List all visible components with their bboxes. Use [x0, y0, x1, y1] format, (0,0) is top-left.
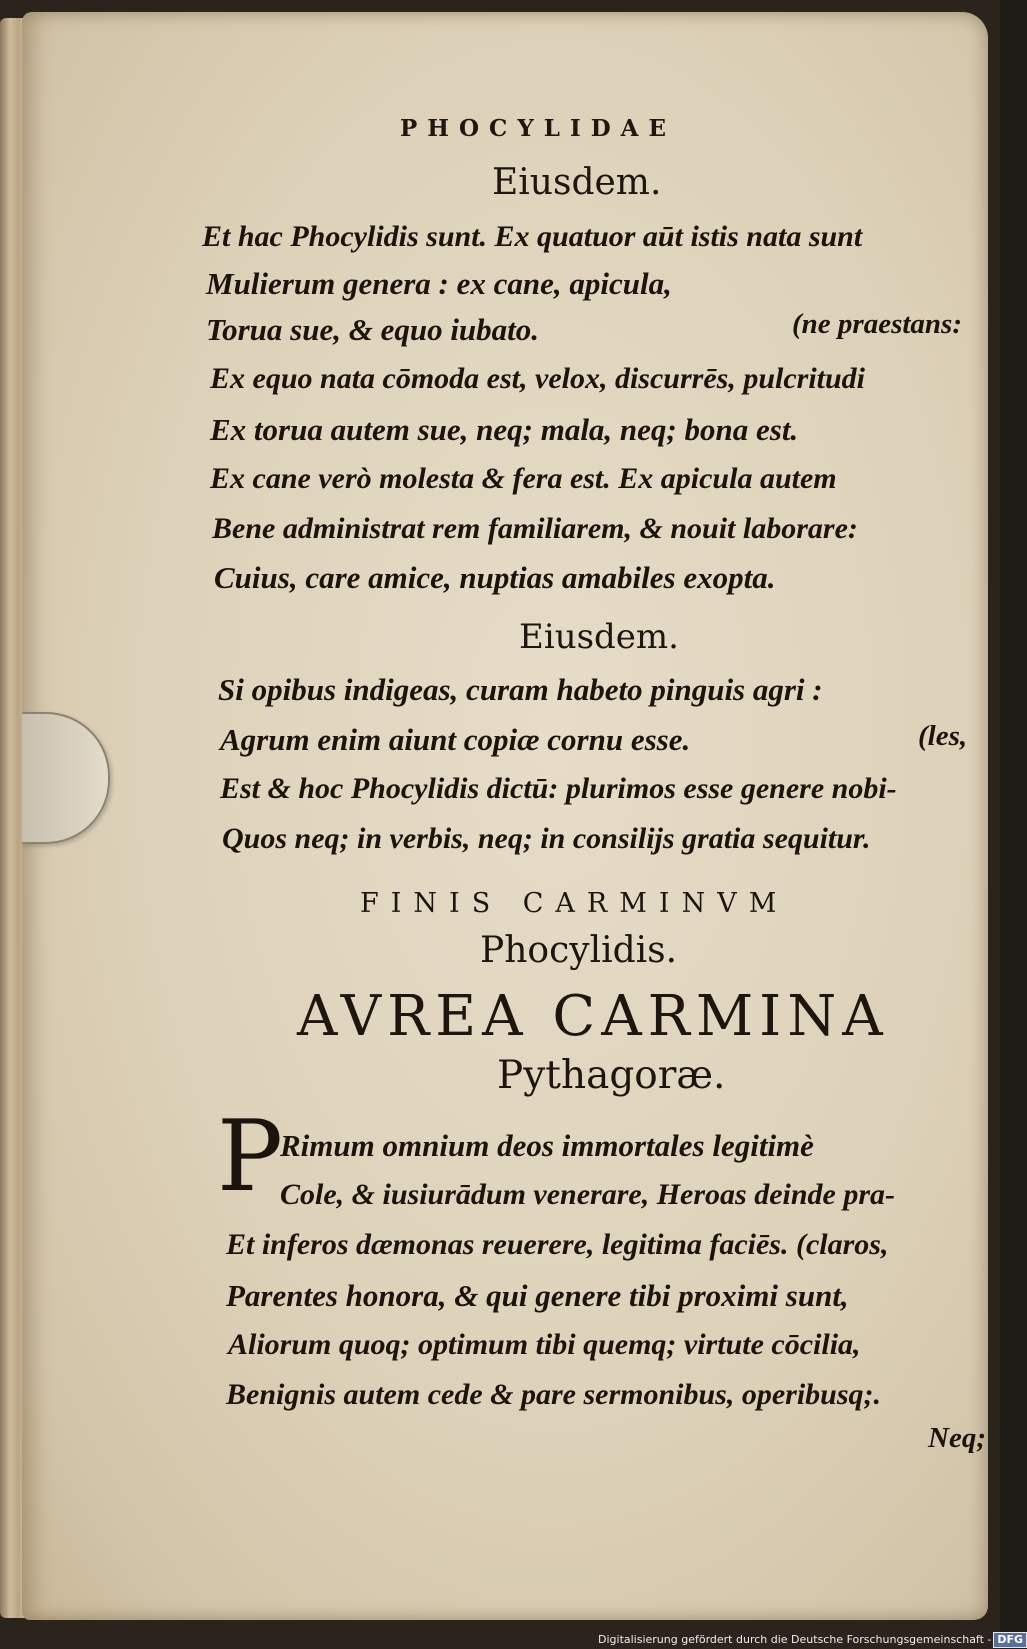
- finis-heading: FINIS CARMINVM: [360, 888, 789, 919]
- dfg-logo: DFG: [993, 1632, 1027, 1648]
- section-heading-eiusdem-2: Eiusdem.: [519, 617, 679, 657]
- text-line: Est & hoc Phocylidis dictū: plurimos esse genere nobi-: [220, 772, 897, 805]
- finis-subheading: Phocylidis.: [480, 930, 678, 971]
- drop-cap: P: [217, 1100, 283, 1214]
- text-line: Mulierum genera : ex cane, apicula,: [206, 266, 672, 301]
- text-line: Benignis autem cede & pare sermonibus, operibusq;.: [226, 1378, 882, 1411]
- footer-text: Digitalisierung gefördert durch die Deutsche Forschungsgemeinschaft -: [598, 1633, 992, 1646]
- page-tab-marker: [22, 712, 110, 844]
- text-line: Bene administrat rem familiarem, & nouit laborare:: [212, 512, 858, 545]
- text-line: Et inferos dæmonas reuerere, legitima faciēs. (claros,: [226, 1228, 889, 1261]
- section-heading-eiusdem-1: Eiusdem.: [492, 162, 662, 203]
- text-line: Ex equo nata cōmoda est, velox, discurrēs, pulcritudi: [210, 362, 866, 395]
- text-line: Ex cane verò molesta & fera est. Ex apicula autem: [210, 462, 837, 495]
- text-line: Quos neq; in verbis, neq; in consilijs gratia sequitur.: [222, 822, 871, 855]
- text-line: Ex torua autem sue, neq; mala, neq; bona est.: [210, 412, 799, 447]
- text-line: Cuius, care amice, nuptias amabiles exopta.: [214, 560, 776, 595]
- text-line: Rimum omnium deos immortales legitimè: [280, 1128, 814, 1163]
- text-line: Et hac Phocylidis sunt. Ex quatuor aūt istis nata sunt: [202, 220, 863, 253]
- catchword: Neq;: [928, 1422, 986, 1454]
- running-head: PHOCYLIDAE: [400, 115, 677, 142]
- aurea-carmina-subtitle: Pythagoræ.: [497, 1053, 726, 1098]
- text-line: Aliorum quoq; optimum tibi quemq; virtute cōcilia,: [228, 1328, 861, 1361]
- text-line: Parentes honora, & qui genere tibi proximi sunt,: [226, 1278, 849, 1313]
- text-line: Cole, & iusiurādum venerare, Heroas deinde pra-: [280, 1178, 896, 1211]
- text-line: Agrum enim aiunt copiæ cornu esse.: [220, 722, 691, 757]
- text-line: Si opibus indigeas, curam habeto pinguis agri :: [218, 672, 823, 707]
- text-line: Torua sue, & equo iubato.: [206, 312, 540, 347]
- aurea-carmina-title: AVREA CARMINA: [297, 984, 889, 1049]
- digitization-footer: [598, 1630, 1027, 1649]
- margin-note: (ne praestans:: [792, 308, 962, 340]
- margin-note: (les,: [918, 720, 968, 752]
